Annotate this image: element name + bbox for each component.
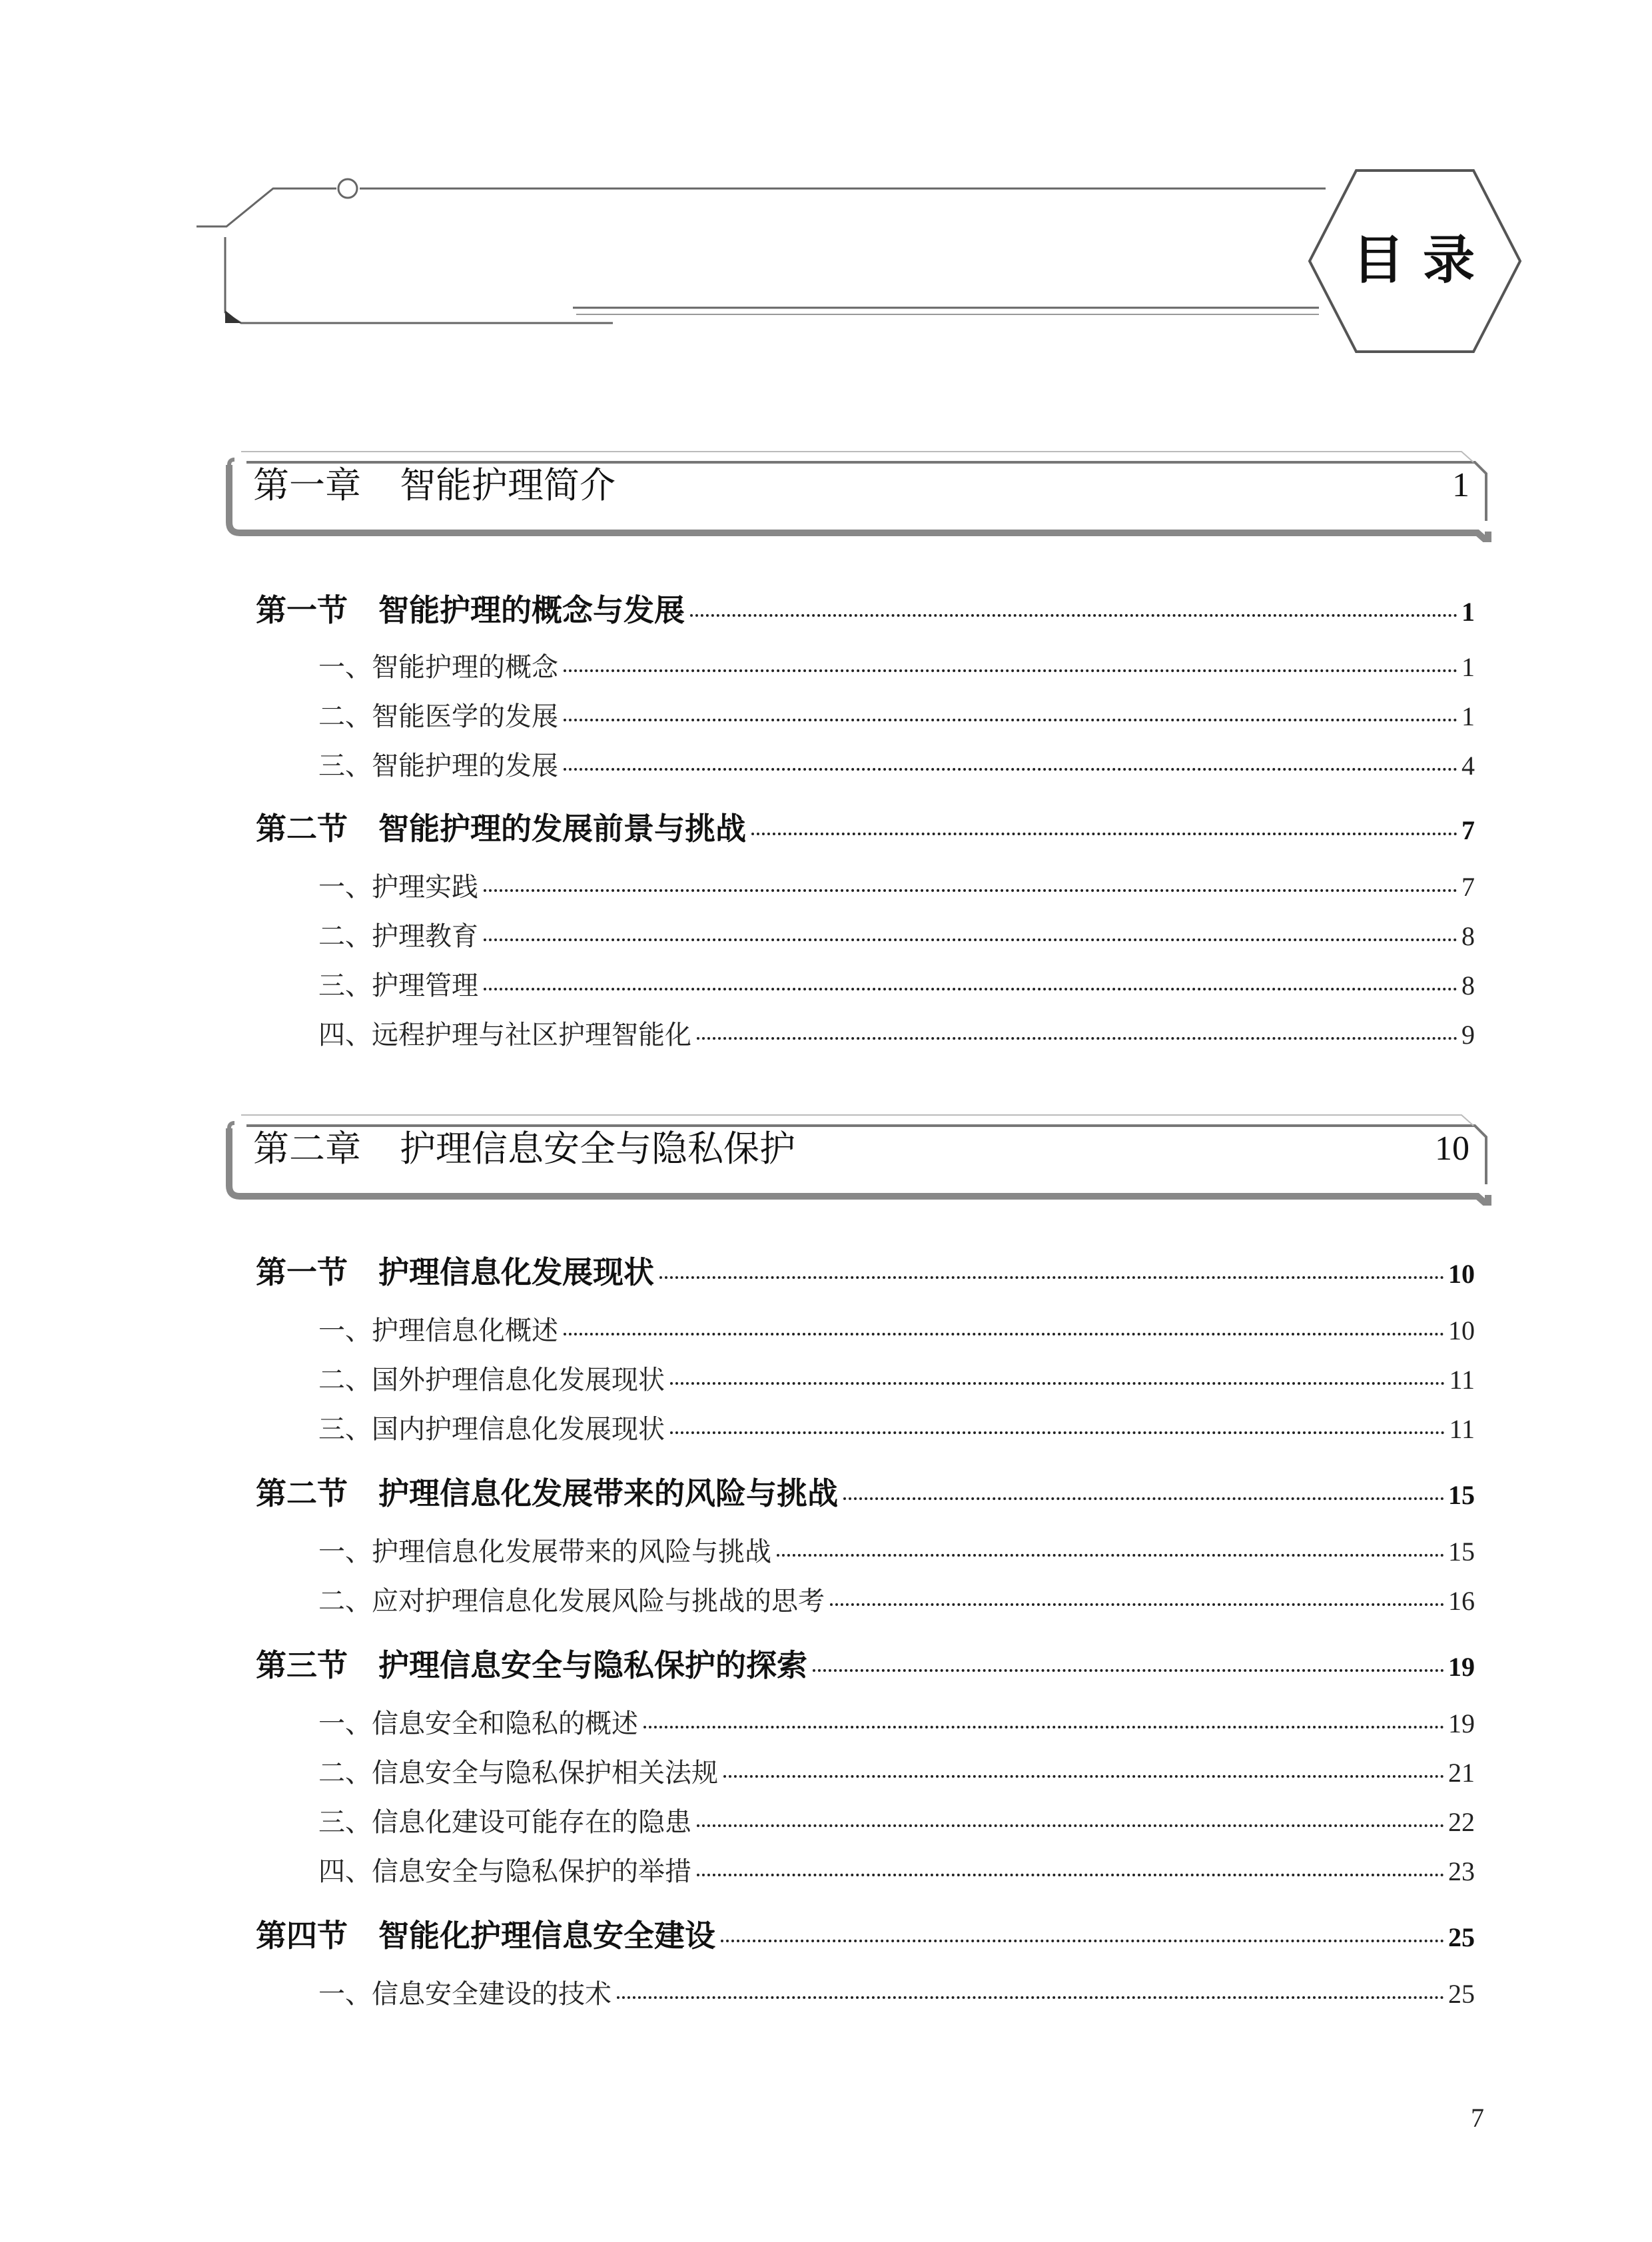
leader-dots [777,1554,1444,1557]
item-title: 一、智能护理的概念 [318,652,558,683]
leader-dots [670,1382,1445,1385]
toc-item[interactable] [318,866,1475,904]
page-number: 19 [1448,1652,1475,1682]
section-title: 护理信息化发展带来的风险与挑战 [378,1475,838,1511]
leader-dots [564,768,1457,771]
toc-item[interactable] [318,1801,1475,1839]
item-title: 三、护理管理 [318,970,478,1001]
toc-item[interactable] [318,915,1475,953]
toc-item[interactable] [318,1359,1475,1397]
page-number: 23 [1448,1856,1475,1886]
item-title: 二、国外护理信息化发展现状 [318,1365,665,1395]
leader-dots [564,719,1457,721]
section-number: 第二节 [256,1475,348,1511]
item-title: 二、护理教育 [318,921,478,952]
page-number: 7 [1461,815,1475,845]
toc-section[interactable] [256,805,1475,849]
page-title-char-1: 目 [1352,230,1405,290]
item-title: 一、护理信息化发展带来的风险与挑战 [318,1537,771,1567]
leader-dots [697,1824,1444,1827]
page-number: 4 [1461,751,1475,781]
page-title-char-2: 录 [1423,230,1475,290]
item-title: 一、护理实践 [318,872,478,903]
section-number: 第三节 [256,1647,348,1683]
toc-item[interactable] [318,1752,1475,1790]
page-number: 7 [1461,872,1475,902]
section-number: 第一节 [256,592,348,628]
leader-dots [484,889,1457,892]
item-title: 三、信息化建设可能存在的隐患 [318,1807,691,1838]
toc-section[interactable] [256,586,1475,630]
leader-dots [564,669,1457,672]
section-title: 智能护理的发展前景与挑战 [378,811,746,847]
page-folio: 7 [1471,2103,1484,2133]
toc-item[interactable] [318,1014,1475,1052]
toc-section[interactable] [256,1641,1475,1685]
page-number: 19 [1448,1708,1475,1738]
page-number: 11 [1449,1414,1475,1444]
toc-item[interactable] [318,646,1475,684]
page-number: 15 [1448,1480,1475,1510]
leader-dots [843,1497,1444,1500]
page-number: 1 [1461,652,1475,682]
item-title: 四、信息安全与隐私保护的举措 [318,1856,691,1887]
section-number: 第一节 [256,1254,348,1290]
page-number: 25 [1448,1922,1475,1952]
leader-dots [659,1276,1444,1279]
section-title: 护理信息化发展现状 [378,1254,654,1290]
chapter-number: 第二章 [253,1128,361,1170]
header-decoration [0,0,1652,373]
leader-dots [484,938,1457,941]
page-number: 8 [1461,921,1475,951]
leader-dots [690,614,1457,617]
toc-item[interactable] [318,1702,1475,1740]
leader-dots [751,833,1457,835]
section-title: 智能化护理信息安全建设 [378,1918,715,1954]
title-hexagon [1310,171,1520,352]
page-number: 22 [1448,1807,1475,1837]
section-title: 智能护理的概念与发展 [378,592,685,628]
toc-item[interactable] [318,1850,1475,1888]
page-number: 11 [1449,1365,1475,1395]
item-title: 二、智能医学的发展 [318,701,558,732]
page-number: 1 [1461,701,1475,731]
item-title: 四、远程护理与社区护理智能化 [318,1020,691,1050]
leader-dots [670,1431,1445,1434]
chapter-page-number: 10 [1435,1130,1469,1168]
item-title: 一、信息安全和隐私的概述 [318,1708,638,1739]
page-number: 8 [1461,970,1475,1000]
leader-dots [830,1603,1444,1606]
item-title: 一、护理信息化概述 [318,1315,558,1346]
toc-section[interactable] [256,1248,1475,1292]
chapter-banner[interactable] [224,1106,1493,1196]
toc-section[interactable] [256,1912,1475,1956]
item-title: 三、智能护理的发展 [318,751,558,781]
item-title: 一、信息安全建设的技术 [318,1979,612,2010]
chapter-title: 智能护理简介 [400,464,616,506]
item-title: 二、信息安全与隐私保护相关法规 [318,1758,718,1788]
page-number: 15 [1448,1537,1475,1567]
page-number: 25 [1448,1979,1475,2009]
leader-dots [697,1874,1444,1876]
page-number: 10 [1448,1259,1475,1289]
page-number: 10 [1448,1315,1475,1345]
leader-dots [721,1940,1444,1942]
leader-dots [723,1775,1444,1778]
toc-item[interactable] [318,745,1475,783]
section-number: 第二节 [256,811,348,847]
item-title: 三、国内护理信息化发展现状 [318,1414,665,1445]
toc-section[interactable] [256,1469,1475,1513]
toc-item[interactable] [318,1531,1475,1569]
toc-item[interactable] [318,1408,1475,1446]
leader-dots [813,1669,1444,1672]
chapter-page-number: 1 [1452,466,1469,504]
toc-item[interactable] [318,1973,1475,2011]
page-number: 9 [1461,1020,1475,1050]
toc-item[interactable] [318,964,1475,1002]
section-title: 护理信息安全与隐私保护的探索 [378,1647,807,1683]
page-number: 16 [1448,1586,1475,1616]
leader-dots [617,1996,1444,1999]
leader-dots [697,1037,1457,1040]
item-title: 二、应对护理信息化发展风险与挑战的思考 [318,1586,825,1617]
toc-item[interactable] [318,695,1475,733]
leader-dots [564,1333,1444,1335]
chapter-number: 第一章 [253,464,361,506]
leader-dots [643,1726,1444,1728]
toc-item[interactable] [318,1580,1475,1618]
page-number: 1 [1461,597,1475,627]
chapter-title: 护理信息安全与隐私保护 [400,1128,795,1170]
toc-item[interactable] [318,1309,1475,1347]
section-number: 第四节 [256,1918,348,1954]
leader-dots [484,988,1457,990]
page-number: 21 [1448,1758,1475,1788]
chapter-banner[interactable] [224,442,1493,533]
